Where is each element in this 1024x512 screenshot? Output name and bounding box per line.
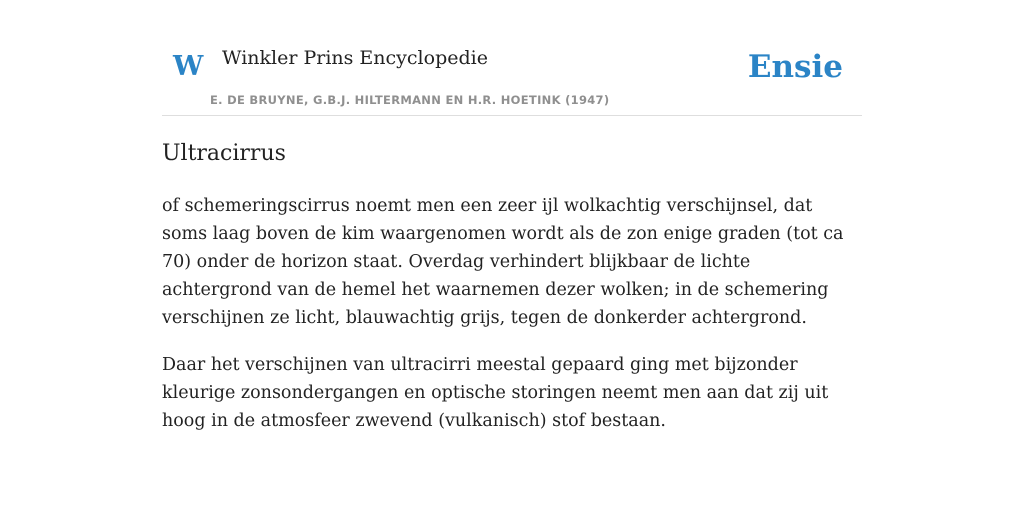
source-title[interactable]: Winkler Prins Encyclopedie: [222, 47, 488, 69]
source-header: [162, 0, 862, 116]
article-paragraph: Daar het verschijnen van ultracirri meestal gepaard ging met bijzonder kleurige zonsondergangen en optische storingen neemt men aan dat zij uit hoog in de atmosfeer zwevend (vulkanisch) stof bestaan.: [162, 355, 829, 431]
article-title: Ultracirrus: [162, 141, 286, 166]
page-container: [162, 0, 862, 431]
source-authors: E. DE BRUYNE, G.B.J. HILTERMANN EN H.R. HOETINK (1947): [210, 93, 610, 107]
ensie-brand-logo[interactable]: Ensie: [747, 49, 843, 85]
article-body: [162, 192, 862, 454]
source-logo[interactable]: W: [173, 51, 204, 82]
article-paragraph: of schemeringscirrus noemt men een zeer ijl wolkachtig verschijnsel, dat soms laag boven de kim waargenomen wordt als de zon enige graden (tot ca 70) onder de horizon staat. Overdag verhindert blijkbaar de lichte achtergrond van de hemel het waarnemen dezer wolken; in de schemering verschijnen ze licht, blauwachtig grijs, tegen de donkerder achtergrond.: [162, 196, 844, 328]
